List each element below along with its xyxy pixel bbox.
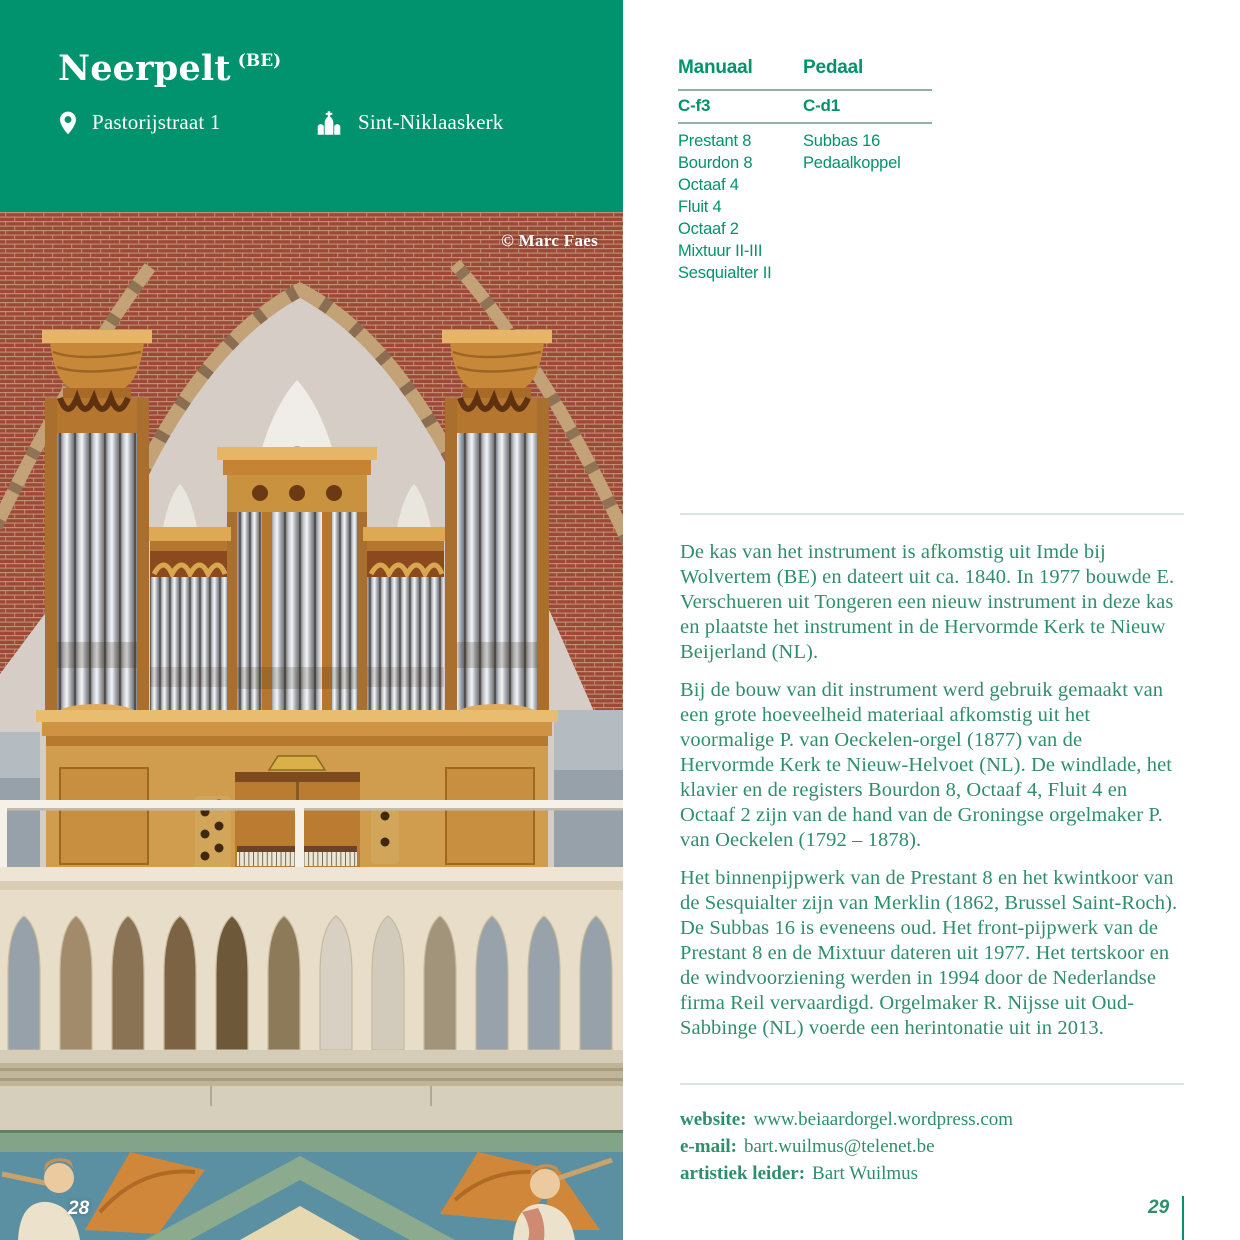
page-number-left: 28 bbox=[68, 1198, 90, 1219]
organ-photo bbox=[0, 212, 623, 1240]
photo-credit: © Marc Faes bbox=[501, 231, 598, 250]
email-label: e-mail: bbox=[680, 1136, 737, 1157]
stop-name: Bourdon 8 bbox=[678, 154, 753, 172]
section-divider-bottom bbox=[680, 1083, 1184, 1085]
address-row bbox=[60, 110, 221, 135]
city-header-panel bbox=[0, 0, 623, 212]
stop-name: Prestant 8 bbox=[678, 132, 752, 150]
contact-block bbox=[680, 1106, 1013, 1187]
email-value: bart.wuilmus@telenet.be bbox=[743, 1136, 935, 1157]
page-number-rule bbox=[1182, 1196, 1184, 1240]
email-line bbox=[680, 1133, 1013, 1160]
stop-name: Subbas 16 bbox=[803, 132, 881, 150]
pedaal-compass: C-d1 bbox=[803, 96, 840, 115]
manuaal-stops bbox=[678, 124, 803, 284]
page-number-right: 29 bbox=[1148, 1197, 1170, 1218]
artistic-leader-line bbox=[680, 1160, 1013, 1187]
stop-name: Octaaf 4 bbox=[678, 176, 739, 194]
city-name: Neerpelt bbox=[58, 48, 231, 89]
stop-name: Octaaf 2 bbox=[678, 220, 739, 238]
section-divider-top bbox=[680, 513, 1184, 515]
website-label: website: bbox=[680, 1109, 747, 1130]
stop-name: Sesquialter II bbox=[678, 264, 772, 282]
organ-central-flat bbox=[217, 447, 377, 717]
paragraph: Het binnenpijpwerk van de Prestant 8 en het kwintkoor van de Sesquialter zijn van Merklin (1862, Brussel Saint-Roch). De Subbas 16 is eveneens oud. Het front-pijpwerk van de Prestant 8 en de Mixtuur dateren uit 1977. Het tertskoor en de windvoorziening werden in 1994 door de Nederlandse firma Reil vervaardigd. Orgelmaker R. Nijsse uit Oud-Sabbinge (NL) voerde een herintonatie uit in 2013. bbox=[680, 867, 1178, 1039]
angel-fresco bbox=[0, 1130, 623, 1240]
map-pin-icon bbox=[60, 111, 76, 135]
paragraph: De kas van het instrument is afkomstig uit Imde bij Wolvertem (BE) en dateert uit ca. 1840. In 1977 bouwde E. Verschueren uit Tongeren een nieuw instrument in deze kas en plaatste het instrument in de Hervormde Kerk te Nieuw Beijerland (NL). bbox=[680, 541, 1175, 663]
stop-name: Mixtuur II-III bbox=[678, 242, 763, 260]
stoplist-table bbox=[678, 56, 932, 284]
history-article bbox=[680, 540, 1180, 1041]
stop-name: Pedaalkoppel bbox=[803, 154, 901, 172]
page-title bbox=[58, 48, 281, 89]
pedaal-stops bbox=[803, 124, 932, 284]
stone-balustrade bbox=[0, 867, 623, 1130]
church-row bbox=[316, 110, 504, 135]
stop-name: Fluit 4 bbox=[678, 198, 722, 216]
address-label: Pastorijstraat 1 bbox=[92, 110, 221, 134]
church-icon bbox=[316, 111, 342, 135]
paragraph: Bij de bouw van dit instrument werd gebruik gemaakt van een grote hoeveelheid materiaal afkomstig uit het voormalige P. van Oeckelen-orgel (1877) van de Hervormde Kerk te Nieuw-Helvoet (NL). De windlade, het klavier en de registers Bourdon 8, Octaaf 4, Fluit 4 en Octaaf 2 zijn van de hand van de Groningse orgelmaker P. van Oeckelen (1792 – 1878). bbox=[680, 679, 1173, 851]
website-value: www.beiaardorgel.wordpress.com bbox=[753, 1109, 1014, 1130]
website-line bbox=[680, 1106, 1013, 1133]
leader-label: artistiek leider: bbox=[680, 1163, 806, 1184]
church-label: Sint-Niklaaskerk bbox=[358, 110, 504, 134]
manuaal-compass: C-f3 bbox=[678, 96, 711, 115]
leader-value: Bart Wuilmus bbox=[812, 1163, 919, 1184]
column-header-manuaal: Manuaal bbox=[678, 57, 753, 78]
country-code: (BE) bbox=[237, 51, 282, 71]
column-header-pedaal: Pedaal bbox=[803, 57, 864, 78]
